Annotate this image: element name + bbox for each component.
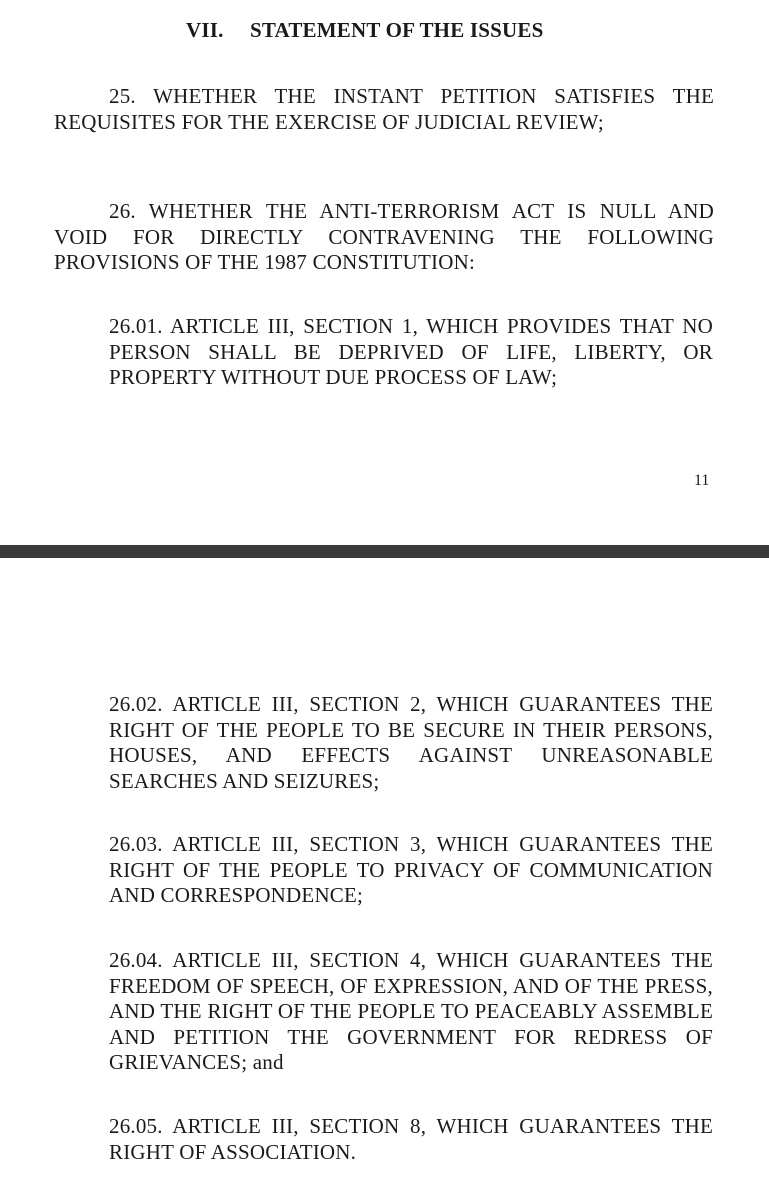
issue-26: 26. WHETHER THE ANTI-TERRORISM ACT IS NULL AND VOID FOR DIRECTLY CONTRAVENING THE FOLLOWING PROVISIONS OF THE 1987 CONSTITUTION:: [54, 199, 714, 274]
page-12: [0, 558, 769, 1200]
section-title: STATEMENT OF THE ISSUES: [250, 18, 544, 42]
page-number: 11: [694, 472, 710, 489]
page-11: [0, 0, 769, 545]
section-heading: [186, 18, 543, 43]
issue-26-05: 26.05. ARTICLE III, SECTION 8, WHICH GUARANTEES THE RIGHT OF ASSOCIATION.: [109, 1114, 713, 1164]
issue-26-04: 26.04. ARTICLE III, SECTION 4, WHICH GUARANTEES THE FREEDOM OF SPEECH, OF EXPRESSION, AND OF THE PRESS, AND THE RIGHT OF THE PEOPLE TO PEACEABLY ASSEMBLE AND PETITION THE GOVERNMENT FOR REDRESS OF GRIEVANCES; and: [109, 948, 713, 1074]
page-divider: [0, 545, 769, 558]
issue-26-03: 26.03. ARTICLE III, SECTION 3, WHICH GUARANTEES THE RIGHT OF THE PEOPLE TO PRIVACY OF COMMUNICATION AND CORRESPONDENCE;: [109, 832, 713, 907]
issue-26-01: 26.01. ARTICLE III, SECTION 1, WHICH PROVIDES THAT NO PERSON SHALL BE DEPRIVED OF LIFE, LIBERTY, OR PROPERTY WITHOUT DUE PROCESS OF LAW;: [109, 314, 713, 389]
issue-26-02: 26.02. ARTICLE III, SECTION 2, WHICH GUARANTEES THE RIGHT OF THE PEOPLE TO BE SECURE IN THEIR PERSONS, HOUSES, AND EFFECTS AGAINST UNREASONABLE SEARCHES AND SEIZURES;: [109, 692, 713, 793]
section-number: VII.: [186, 18, 224, 42]
issue-25: 25. WHETHER THE INSTANT PETITION SATISFIES THE REQUISITES FOR THE EXERCISE OF JUDICIAL REVIEW;: [54, 84, 714, 134]
